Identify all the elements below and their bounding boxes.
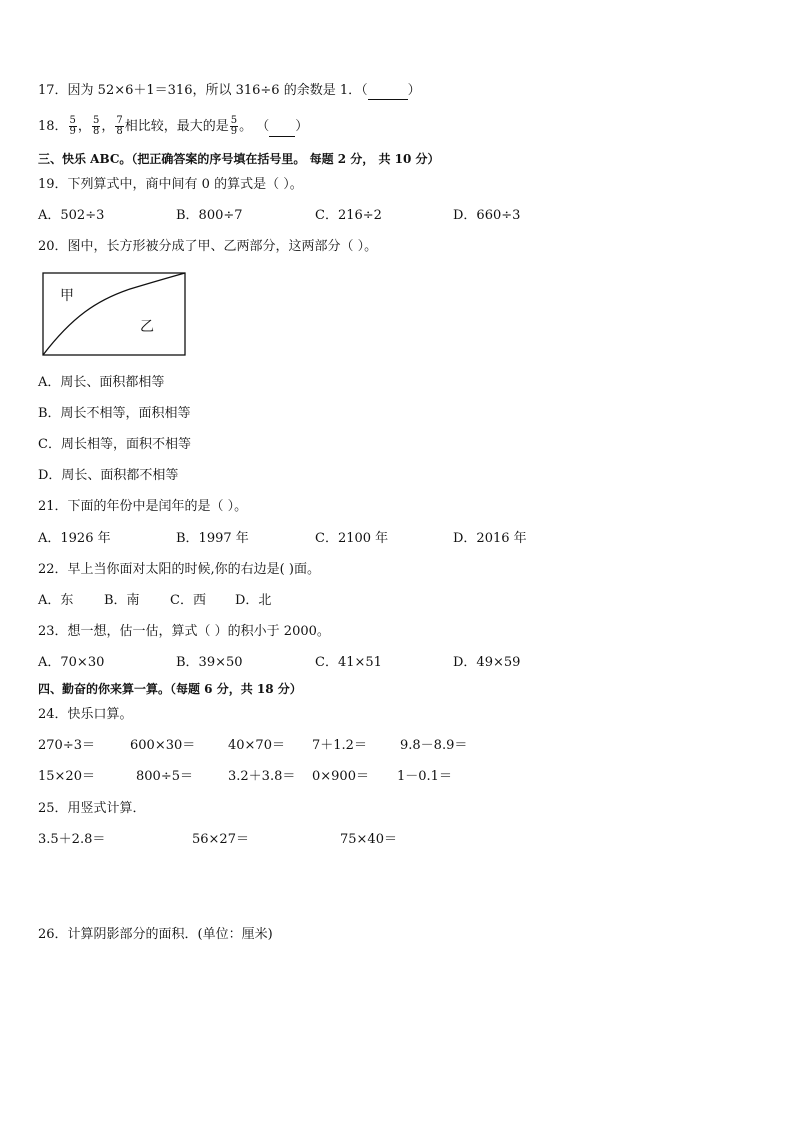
option-b[interactable]: B．39×50 (176, 655, 243, 670)
oral-calc-item: 7＋1.2＝ (312, 738, 367, 753)
question-26-text: 26．计算阴影部分的面积．(单位：厘米) (38, 927, 273, 942)
option-d[interactable]: D．660÷3 (453, 208, 521, 223)
answer-blank[interactable] (269, 123, 295, 137)
question-20-text: 20．图中，长方形被分成了甲、乙两部分，这两部分（ ）。 (38, 239, 378, 254)
question-24-text: 24．快乐口算。 (38, 707, 133, 722)
question-21-text: 21．下面的年份中是闰年的是（ ）。 (38, 499, 248, 514)
option-b[interactable]: B．1997 年 (176, 531, 249, 546)
option-a[interactable]: A．502÷3 (38, 208, 105, 223)
question-number: 18． (38, 119, 68, 134)
option-a[interactable]: A．东 (38, 593, 74, 608)
dividing-curve (43, 273, 185, 355)
section-3-title: 三、快乐 ABC。（把正确答案的序号填在括号里。 每题 2 分， 共 10 分） (38, 152, 440, 166)
section-4-title: 四、勤奋的你来算一算。（每题 6 分，共 18 分） (38, 682, 302, 696)
region-label-b: 乙 (140, 319, 154, 335)
option-d[interactable]: D．49×59 (453, 655, 521, 670)
fraction: $\frac{5}{9}$ (230, 115, 238, 137)
question-22-text: 22．早上当你面对太阳的时候,你的右边是( )面。 (38, 562, 320, 577)
oral-calc-item: 3.2＋3.8＝ (228, 769, 296, 784)
option-a[interactable]: A．70×30 (38, 655, 105, 670)
fraction: $\frac{7}{8}$ (116, 115, 123, 137)
option-b[interactable]: B．800÷7 (176, 208, 243, 223)
option-c[interactable]: C．周长相等，面积不相等 (38, 437, 191, 452)
region-label-a: 甲 (60, 288, 74, 304)
option-b[interactable]: B．南 (104, 593, 140, 608)
question-18: 18． $\frac{5}{9}$ ， $\frac{5}{8}$ ， $\frac{7}{8}$ 相比较，最大的是 $\frac{5}{9}$ 。 （ ） (38, 115, 309, 137)
question-17 (38, 82, 421, 100)
rectangle-figure (42, 272, 188, 358)
question-19-text: 19．下列算式中，商中间有 0 的算式是（ ）。 (38, 177, 303, 192)
oral-calc-item: 600×30＝ (130, 738, 196, 753)
question-25-text: 25．用竖式计算． (38, 801, 146, 816)
option-a[interactable]: A．周长、面积都相等 (38, 375, 165, 390)
oral-calc-item: 9.8－8.9＝ (400, 738, 468, 753)
vertical-calc-item: 75×40＝ (340, 832, 397, 847)
option-d[interactable]: D．2016 年 (453, 531, 527, 546)
answer-blank[interactable] (368, 86, 408, 100)
fraction: $\frac{5}{9}$ (69, 115, 76, 137)
option-d[interactable]: D．北 (235, 593, 272, 608)
oral-calc-item: 800÷5＝ (136, 769, 193, 784)
oral-calc-item: 270÷3＝ (38, 738, 95, 753)
fraction: $\frac{5}{8}$ (92, 115, 100, 137)
question-17-text: 17．因为 52×6＋1＝316，所以 316÷6 的余数是 1．（ (38, 83, 368, 98)
option-c[interactable]: C．2100 年 (315, 531, 389, 546)
option-c[interactable]: C．西 (170, 593, 206, 608)
oral-calc-item: 1－0.1＝ (397, 769, 452, 784)
oral-calc-item: 15×20＝ (38, 769, 95, 784)
vertical-calc-item: 56×27＝ (192, 832, 249, 847)
oral-calc-item: 0×900＝ (312, 769, 369, 784)
question-23-text: 23．想一想，估一估，算式（ ）的积小于 2000。 (38, 624, 330, 639)
oral-calc-item: 40×70＝ (228, 738, 285, 753)
close-paren: ） (407, 83, 421, 98)
option-a[interactable]: A．1926 年 (38, 531, 111, 546)
option-d[interactable]: D．周长、面积都不相等 (38, 468, 179, 483)
rectangle-outline (43, 273, 185, 355)
option-c[interactable]: C．216÷2 (315, 208, 382, 223)
option-b[interactable]: B．周长不相等，面积相等 (38, 406, 191, 421)
vertical-calc-item: 3.5＋2.8＝ (38, 832, 106, 847)
option-c[interactable]: C．41×51 (315, 655, 382, 670)
